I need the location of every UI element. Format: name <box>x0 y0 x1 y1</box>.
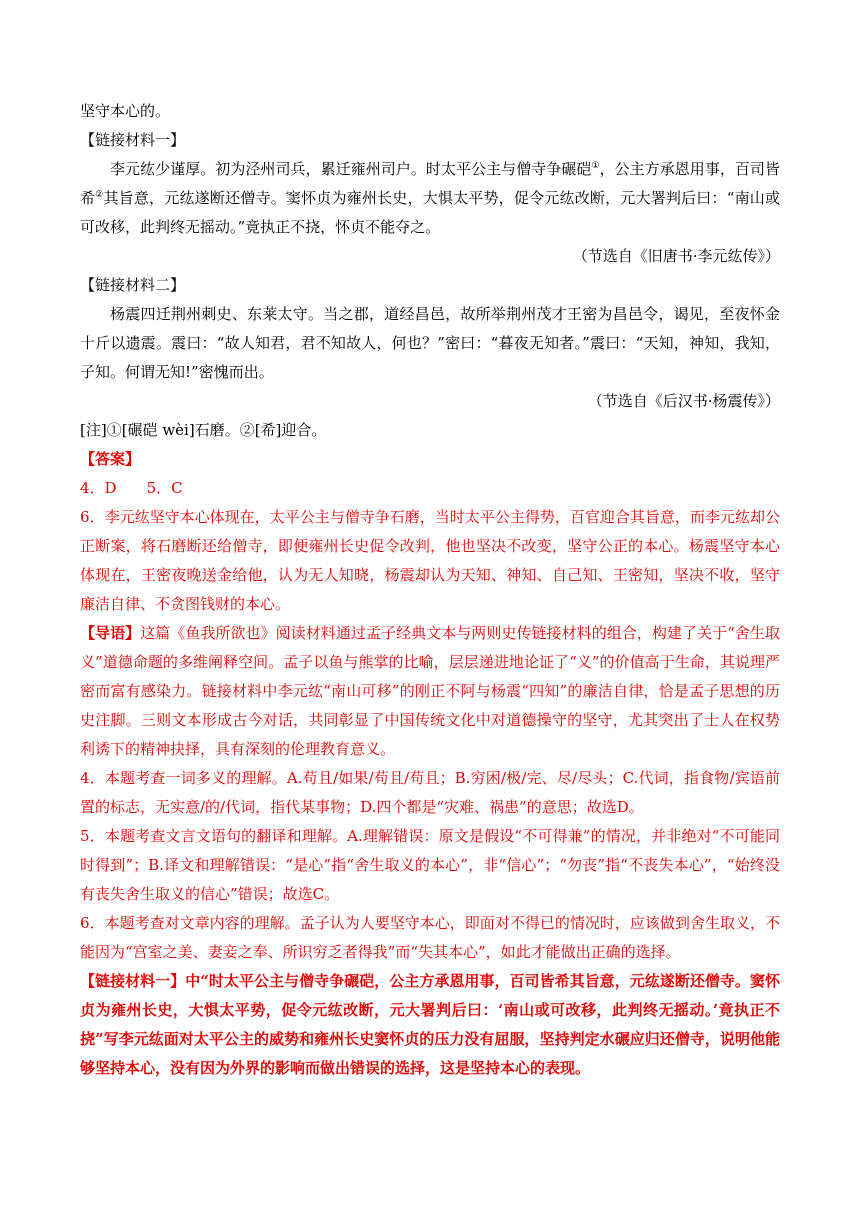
link1-text-a: 李元纮少谨厚。初为泾州司兵，累迁雍州司户。时太平公主与僧寺争碾硙 <box>110 160 592 178</box>
link2-heading: 【链接材料二】 <box>80 276 186 294</box>
annotation-note: [注]①[碾硙 wèi]石磨。②[希]迎合。 <box>80 421 327 439</box>
link1-paragraph <box>80 155 780 242</box>
answer-q6: 6．李元纮坚守本心体现在，太平公主与僧寺争石磨，当时太平公主得势，百官迎合其旨意，而李元纮却公正断案，将石磨断还给僧寺，即便雍州长史促令改判，他也坚决不改变，坚守公正的本心。杨震坚守本心体现在，王密夜晚送金给他，认为无人知晓，杨震却认为天知、神知、自己知、王密知，坚决不收，坚守廉洁自律、不贪图钱财的本心。 <box>80 508 780 613</box>
link1-source: （节选自《旧唐书·李元纮传》） <box>572 247 780 265</box>
footnote-marker-1: ① <box>591 161 600 171</box>
answer-heading: 【答案】 <box>80 450 141 468</box>
guide-text: 这篇《鱼我所欲也》阅读材料通过孟子经典文本与两则史传链接材料的组合，构建了关于“舍生取义”道德命题的多维阐释空间。孟子以鱼与熊掌的比喻，层层递进地论证了“义”的价值高于生命，其说理严密而富有感染力。链接材料中李元纮“南山可移”的刚正不阿与杨震“四知”的廉洁自律，恰是孟子思想的历史注脚。三则文本形成古今对话，共同彰显了中国传统文化中对道德操守的坚守，尤其突出了士人在权势利诱下的精神抉择，具有深刻的伦理教育意义。 <box>80 624 780 758</box>
analysis-q4: 4．本题考查一词多义的理解。A.苟且/如果/苟且/苟且；B.穷困/极/完、尽/尽头；C.代词，指食物/宾语前置的标志，无实意/的/代词，指代某事物；D.四个都是“灾难、祸患”的意思；故选D。 <box>80 769 780 816</box>
link1-heading: 【链接材料一】 <box>80 131 186 149</box>
link1-text-c: 其旨意，元纮遂断还僧寺。窦怀贞为雍州长史，大惧太平势，促令元纮改断，元大署判后曰：“南山或可改移，此判终无摇动。”竟执正不挠，怀贞不能夺之。 <box>80 189 780 236</box>
answer-choices: 4．D 5．C <box>80 479 183 497</box>
link2-source: （节选自《后汉书·杨震传》） <box>587 392 780 410</box>
analysis-link1-paragraph <box>80 967 780 1083</box>
analysis-q6: 6．本题考查对文章内容的理解。孟子认为人要坚守本心，即面对不得已的情况时，应该做到舍生取义，不能因为“宫室之美、妻妾之奉、所识穷乏者得我”而“失其本心”，如此才能做出正确的选择。 <box>80 914 780 961</box>
document-page <box>80 97 780 1083</box>
analysis-link1-text: 中“时太平公主与僧寺争碾硙，公主方承恩用事，百司皆希其旨意，元纮遂断还僧寺。窦怀贞为雍州长史，大惧太平势，促令元纮改断，元大署判后曰：‘南山或可改移，此判终无摇动。’竟执正不挠”写李元纮面对太平公主的威势和雍州长史窦怀贞的压力没有屈服，坚持判定水碾应归还僧寺，说明他能够坚持本心，没有因为外界的影响而做出错误的选择，这是坚持本心的表现。 <box>80 972 780 1077</box>
analysis-q5: 5．本题考查文言文语句的翻译和理解。A.理解错误：原文是假设“不可得兼”的情况，并非绝对“不可能同时得到”；B.译文和理解错误：“是心”指“舍生取义的本心”，非“信心”；“勿丧”指“不丧失本心”，“始终没有丧失舍生取义的信心”错误；故选C。 <box>80 827 780 903</box>
guide-paragraph <box>80 619 780 764</box>
analysis-link1-heading: 【链接材料一】 <box>80 972 186 990</box>
link1-text-b: ，公主方承恩用事，百司皆希 <box>80 160 780 207</box>
link2-paragraph: 杨震四迁荆州刺史、东莱太守。当之郡，道经昌邑，故所举荆州茂才王密为昌邑令，谒见，至夜怀金十斤以遗震。震曰：“故人知君，君不知故人，何也？”密曰：“暮夜无知者。”震曰：“天知，神知，我知，子知。何谓无知!”密愧而出。 <box>80 305 780 381</box>
intro-tail: 坚守本心的。 <box>80 102 171 120</box>
footnote-marker-2: ② <box>95 190 104 200</box>
guide-heading: 【导语】 <box>80 624 141 642</box>
